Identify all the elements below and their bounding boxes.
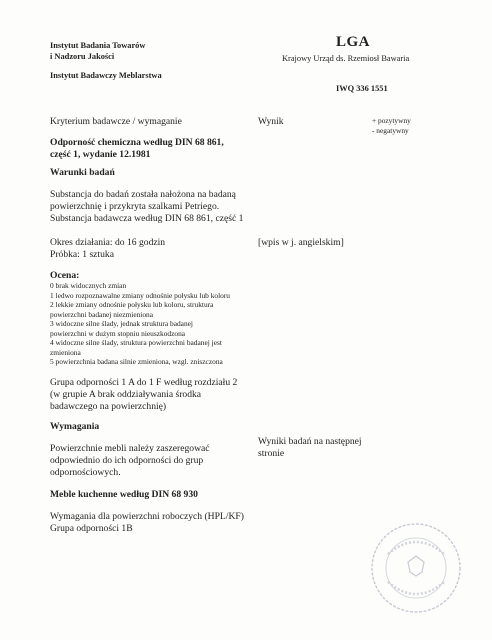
result-header: Wynik	[258, 116, 284, 127]
section-title-line: część 1, wydanie 12.1981	[50, 149, 151, 160]
section-title-line: Odporność chemiczna według DIN 68 861,	[50, 137, 224, 148]
english-note: [wpis w j. angielskim]	[258, 237, 344, 248]
requirements-text	[50, 443, 210, 479]
groups-line: badawczego na powierzchnię)	[50, 401, 167, 412]
results-line: stronie	[258, 448, 285, 459]
institute-header	[50, 40, 162, 81]
results-line: Wyniki badań na następnej	[258, 436, 362, 447]
duration-block	[50, 237, 165, 261]
rating-line: 4 widoczne silne ślady, struktura powierzchni badanej jest	[50, 338, 222, 347]
lga-logo-text: LGA	[336, 34, 371, 50]
requirements-line: odpowiednio do ich odporności do grup	[50, 455, 204, 466]
resistance-groups	[50, 377, 237, 413]
conditions-line: Substancja badawcza według DIN 68 861, część 1	[50, 213, 244, 224]
kitchen-line: Grupa odporności 1B	[50, 523, 133, 534]
kitchen-heading: Meble kuchenne według DIN 68 930	[50, 489, 198, 500]
results-next-page	[258, 436, 362, 460]
rating-line: powierzchni w dużym stopniu nieuszkodzona	[50, 328, 186, 338]
duration-sample: Próbka: 1 sztuka	[50, 249, 114, 260]
groups-line: Grupa odporności 1 A do 1 F według rozdziału 2	[50, 377, 238, 388]
conditions-text	[50, 189, 243, 225]
rating-line: 2 lekkie zmiany odnośnie połysku lub koloru, struktura	[50, 300, 214, 309]
duration-period: Okres działania: do 16 godzin	[50, 237, 166, 248]
rating-line: 5 powierzchnia badana silnie zmieniona, wzgl. zniszczona	[50, 357, 223, 366]
rating-line: 1 ledwo rozpoznawalne zmiany odnośnie połysku lub koloru	[50, 290, 231, 300]
requirements-line: Powierzchnie mebli należy zaszeregować	[50, 443, 210, 454]
legend-positive: + pozytywny	[372, 116, 411, 125]
lga-subtitle: Krajowy Urząd ds. Rzemiosł Bawaria	[282, 54, 410, 63]
requirements-heading: Wymagania	[50, 421, 100, 432]
official-stamp-icon	[368, 520, 464, 616]
kitchen-line: Wymagania dla powierzchni roboczych (HPL/KF)	[50, 511, 244, 522]
rating-line: 3 widoczne silne ślady, jednak struktura badanej	[50, 319, 193, 328]
institute-line-2: i Nadzoru Jakości	[50, 52, 115, 61]
rating-line: 0 brak widocznych zmian	[50, 281, 127, 290]
conditions-line: Substancja do badań została nałożona na badaną	[50, 189, 236, 200]
requirements-line: odpornościowych.	[50, 467, 121, 478]
institute-2: Instytut Badawczy Meblarstwa	[50, 71, 162, 80]
rating-line: powierzchni badanej niezmieniona	[50, 309, 154, 319]
section-title	[50, 137, 224, 161]
groups-line: (w grupie A brak oddziaływania środka	[50, 389, 202, 400]
kitchen-text	[50, 511, 244, 535]
institute-line-1: Instytut Badania Towarów	[50, 41, 146, 50]
legend-negative: - negatywny	[372, 126, 409, 135]
doc-number: IWQ 336 1551	[336, 84, 388, 93]
criterion-header: Kryterium badawcze / wymaganie	[50, 116, 182, 127]
conditions-heading: Warunki badań	[50, 167, 115, 178]
conditions-line: powierzchnię i przykryta szalkami Petriego.	[50, 201, 220, 212]
rating-line: zmieniona	[50, 347, 81, 357]
rating-heading: Ocena:	[50, 270, 80, 281]
rating-scale	[50, 281, 230, 367]
